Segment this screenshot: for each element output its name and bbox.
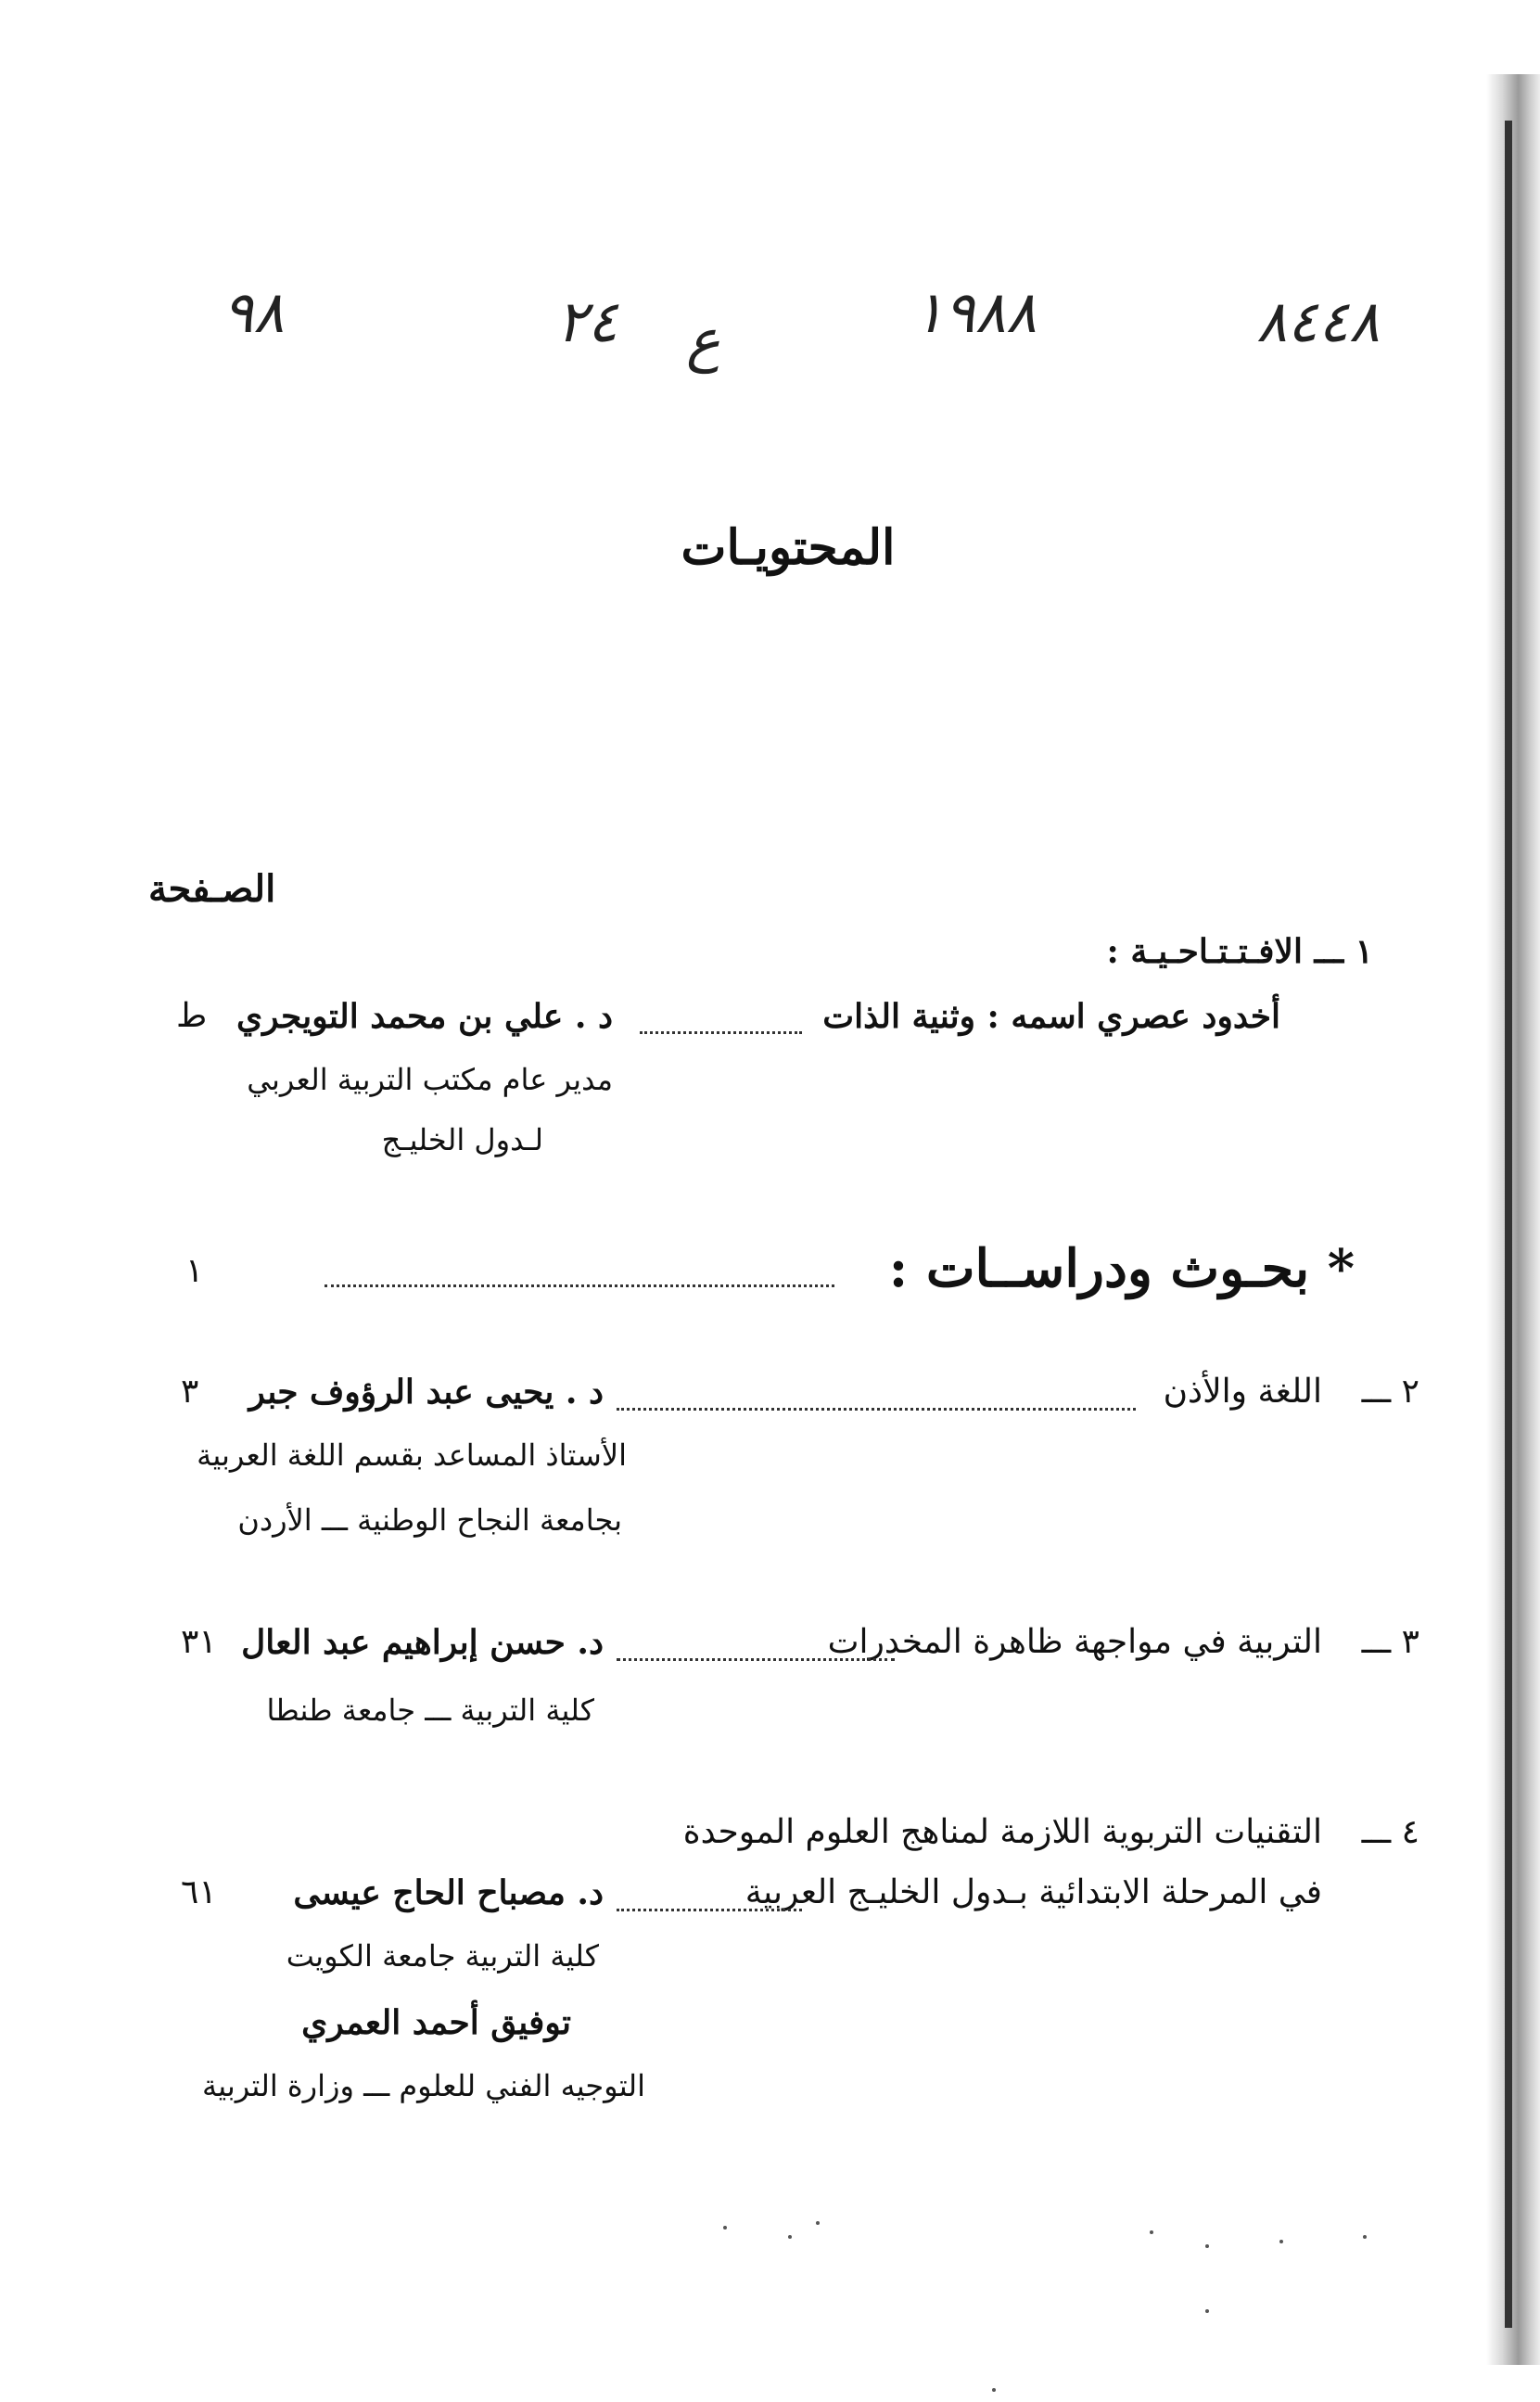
entry-1-affiliation-1: مدير عام مكتب التربية العربي [247, 1062, 613, 1097]
scan-edge-shadow [1486, 74, 1540, 2365]
entry-1-title: أخدود عصري اسمه : وثنية الذات [822, 997, 1280, 1036]
entry-1-leader [640, 1031, 802, 1034]
handwritten-shelf: ٩٨ [223, 278, 285, 346]
handwritten-vol: ع [686, 306, 720, 374]
handwritten-year: ١٩٨٨ [913, 278, 1037, 346]
scan-speck [1279, 2240, 1283, 2243]
handwritten-issue: ٢٤ [556, 287, 618, 355]
scan-speck [1150, 2230, 1153, 2234]
entry-2-affiliation-1: الأستاذ المساعد بقسم اللغة العربية [197, 1437, 627, 1473]
entry-2-number: ٢ ـــ [1361, 1373, 1419, 1411]
entry-4-affiliation-2: التوجيه الفني للعلوم ـــ وزارة التربية [202, 2068, 645, 2103]
entry-2-page: ٣ [181, 1373, 199, 1411]
page-column-header: الصـفحة [148, 867, 276, 911]
scan-speck [1363, 2235, 1367, 2239]
page-title: المحتويـات [681, 519, 896, 576]
scan-speck [816, 2221, 820, 2225]
entry-2-leader [617, 1408, 1136, 1411]
entry-1-number: ١ ـــ الافـتـتـاحـيـة : [1106, 932, 1373, 971]
entry-3-page: ٣١ [181, 1623, 217, 1661]
entry-4-page: ٦١ [181, 1873, 217, 1911]
entry-2-title: اللغة والأذن [1163, 1373, 1322, 1411]
entry-4-author-1: د. مصباح الحاج عيسى [293, 1873, 604, 1912]
scan-speck [788, 2235, 792, 2239]
entry-3-number: ٣ ـــ [1361, 1623, 1419, 1661]
section-leader [325, 1284, 834, 1287]
entry-4-leader [617, 1909, 802, 1911]
entry-3-leader [617, 1658, 895, 1661]
entry-4-author-2: توفيق أحمد العمري [301, 2003, 571, 2042]
entry-1-page: ط [176, 997, 208, 1035]
entry-4-title-line-2: في المرحلة الابتدائية بـدول الخليـج العربية [745, 1873, 1322, 1911]
entry-4-affiliation-1: كلية التربية جامعة الكويت [286, 1938, 599, 1974]
entry-3-affiliation-1: كلية التربية ـــ جامعة طنطا [266, 1693, 594, 1728]
entry-1-affiliation-2: لـدول الخليـج [381, 1122, 543, 1157]
scan-edge-line [1505, 121, 1512, 2328]
section-page: ١ [185, 1252, 204, 1290]
entry-4-title-line-1: التقنيات التربوية اللازمة لمناهج العلوم الموحدة [682, 1813, 1322, 1851]
handwritten-code: ٨٤٤٨ [1256, 287, 1381, 355]
scan-speck [1205, 2244, 1209, 2248]
entry-3-author: د. حسن إبراهيم عبد العال [241, 1623, 604, 1662]
scan-speck [723, 2226, 727, 2230]
scan-speck [1205, 2309, 1209, 2313]
entry-2-affiliation-2: بجامعة النجاح الوطنية ـــ الأردن [237, 1502, 622, 1538]
entry-2-author: د . يحيى عبد الرؤوف جبر [248, 1373, 604, 1412]
section-heading: * بحـوث ودراســات : [888, 1238, 1355, 1299]
entry-4-number: ٤ ـــ [1361, 1813, 1419, 1851]
entry-1-author: د . علي بن محمد التويجري [235, 997, 613, 1036]
entry-3-title: التربية في مواجهة ظاهرة المخدرات [827, 1623, 1322, 1661]
scan-speck [992, 2388, 996, 2392]
